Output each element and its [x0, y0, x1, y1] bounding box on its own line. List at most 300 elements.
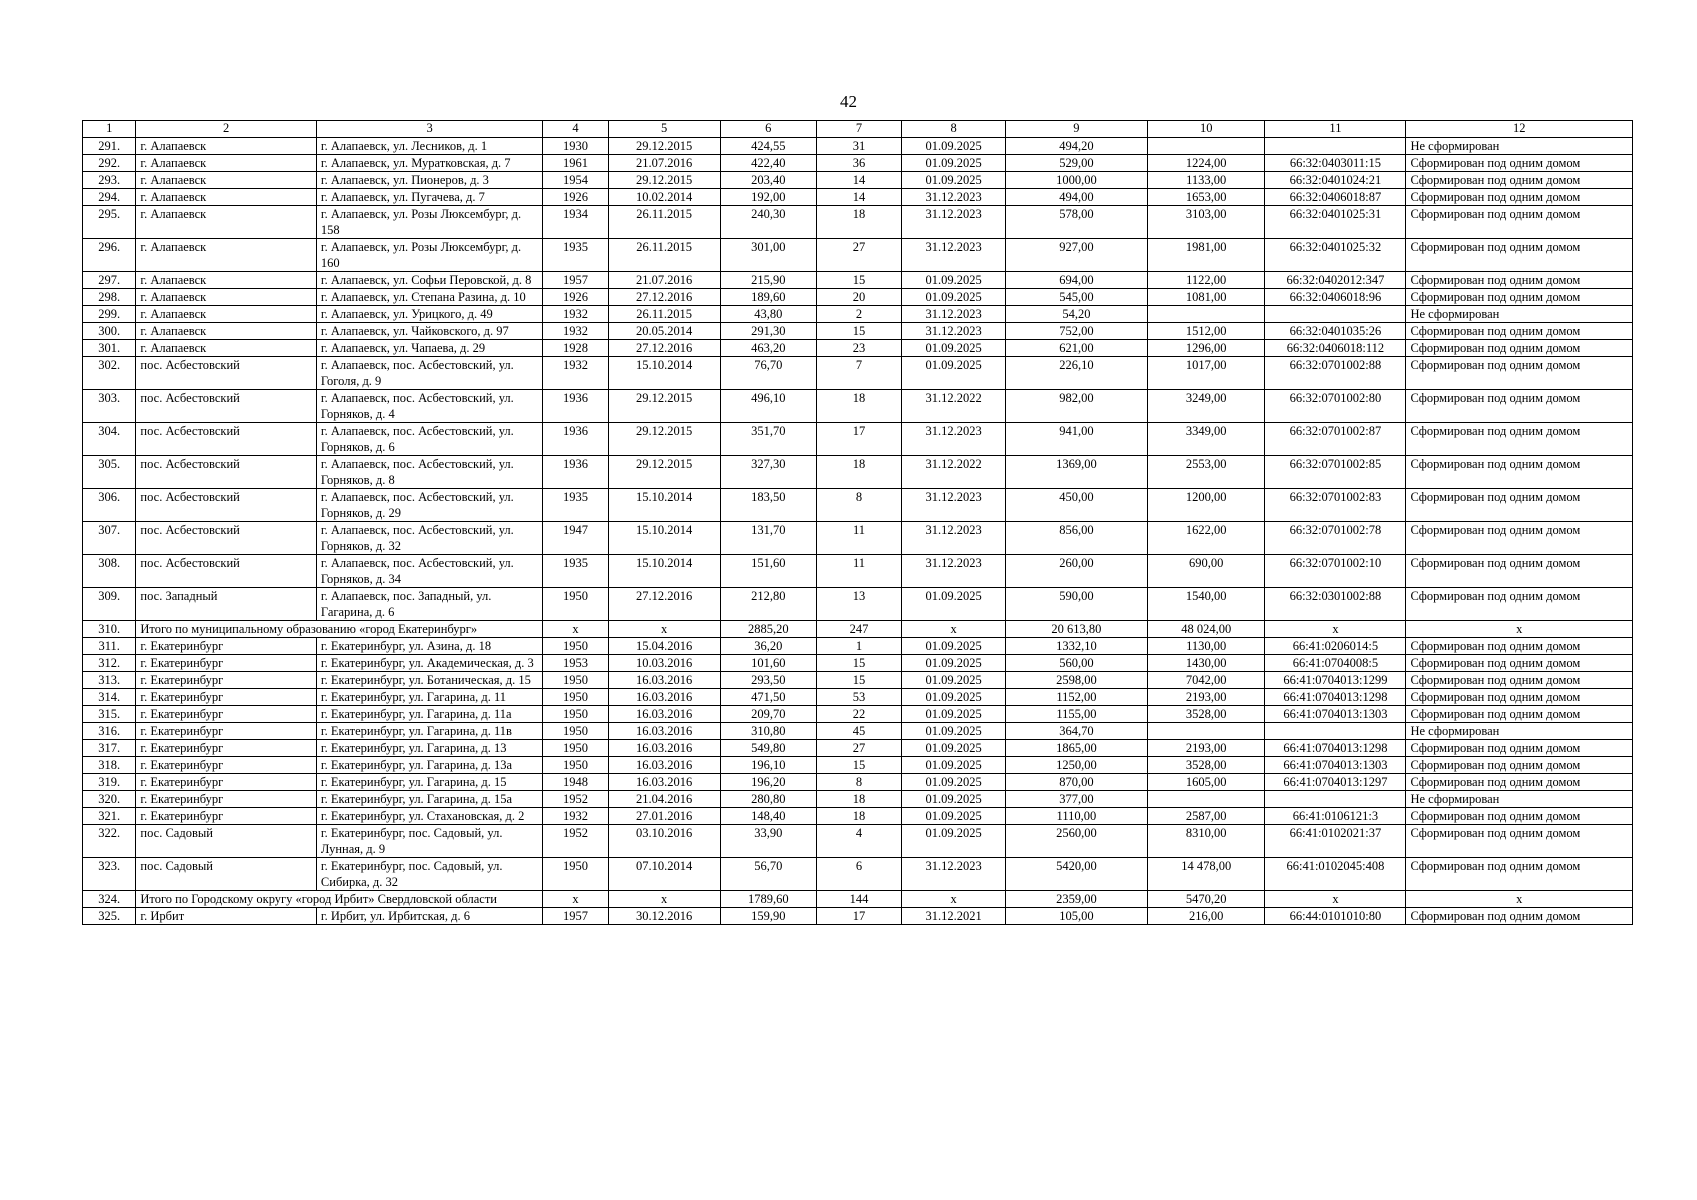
table-row — [83, 289, 1633, 306]
residents-cell: 18 — [816, 206, 901, 239]
address-cell: г. Алапаевск, ул. Урицкого, д. 49 — [316, 306, 542, 323]
residents-cell: 15 — [816, 672, 901, 689]
date-cell: 10.03.2016 — [608, 655, 720, 672]
area-value-cell: 941,00 — [1005, 423, 1147, 456]
land-status-cell: Не сформирован — [1406, 723, 1633, 740]
address-cell: г. Ирбит, ул. Ирбитская, д. 6 — [316, 908, 542, 925]
table-row — [83, 239, 1633, 272]
residents-cell: 8 — [816, 489, 901, 522]
year-built-cell: 1950 — [543, 638, 608, 655]
column-header: 6 — [720, 121, 816, 138]
deadline-cell: 01.09.2025 — [902, 655, 1006, 672]
table-row — [83, 655, 1633, 672]
cadastral-number-cell: 66:32:0701002:78 — [1265, 522, 1406, 555]
date-cell: 26.11.2015 — [608, 206, 720, 239]
date-cell: 16.03.2016 — [608, 723, 720, 740]
area-value-cell: 226,10 — [1005, 357, 1147, 390]
settlement-cell: г. Алапаевск — [136, 189, 317, 206]
area-value-cell: 927,00 — [1005, 239, 1147, 272]
residents-cell: 18 — [816, 456, 901, 489]
address-cell: г. Екатеринбург, ул. Гагарина, д. 11 — [316, 689, 542, 706]
cadastral-number-cell: 66:32:0401025:32 — [1265, 239, 1406, 272]
table-row — [83, 489, 1633, 522]
date-cell: 03.10.2016 — [608, 825, 720, 858]
table-row — [83, 858, 1633, 891]
year-built-cell: 1948 — [543, 774, 608, 791]
land-area-cell: 1017,00 — [1147, 357, 1265, 390]
date-cell: 29.12.2015 — [608, 172, 720, 189]
area-cell: 203,40 — [720, 172, 816, 189]
residents-cell: 7 — [816, 357, 901, 390]
row-number-cell: 313. — [83, 672, 136, 689]
land-area-cell: 14 478,00 — [1147, 858, 1265, 891]
area-cell: 212,80 — [720, 588, 816, 621]
column-header: 9 — [1005, 121, 1147, 138]
cadastral-number-cell: 66:32:0406018:112 — [1265, 340, 1406, 357]
address-cell: г. Екатеринбург, пос. Садовый, ул. Сибирка, д. 32 — [316, 858, 542, 891]
residents-cell: 23 — [816, 340, 901, 357]
address-cell: г. Алапаевск, пос. Асбестовский, ул. Горняков, д. 8 — [316, 456, 542, 489]
settlement-cell: г. Екатеринбург — [136, 757, 317, 774]
table-row — [83, 638, 1633, 655]
deadline-cell: 31.12.2022 — [902, 456, 1006, 489]
area-cell: 240,30 — [720, 206, 816, 239]
land-area-cell: 2587,00 — [1147, 808, 1265, 825]
land-area-cell: 1224,00 — [1147, 155, 1265, 172]
date-cell: 16.03.2016 — [608, 740, 720, 757]
area-value-cell: 870,00 — [1005, 774, 1147, 791]
date-cell: 16.03.2016 — [608, 757, 720, 774]
land-status-cell: Сформирован под одним домом — [1406, 423, 1633, 456]
deadline-cell: x — [902, 891, 1006, 908]
deadline-cell: 31.12.2023 — [902, 858, 1006, 891]
row-number-cell: 308. — [83, 555, 136, 588]
land-area-cell: 1430,00 — [1147, 655, 1265, 672]
row-number-cell: 297. — [83, 272, 136, 289]
area-cell: 76,70 — [720, 357, 816, 390]
area-value-cell: 590,00 — [1005, 588, 1147, 621]
cadastral-number-cell: 66:41:0704013:1303 — [1265, 757, 1406, 774]
area-cell: 291,30 — [720, 323, 816, 340]
table-row — [83, 740, 1633, 757]
residents-cell: 15 — [816, 272, 901, 289]
settlement-cell: г. Ирбит — [136, 908, 317, 925]
area-cell: 148,40 — [720, 808, 816, 825]
residents-cell: 13 — [816, 588, 901, 621]
settlement-cell: пос. Асбестовский — [136, 357, 317, 390]
table-row — [83, 423, 1633, 456]
settlement-cell: г. Алапаевск — [136, 272, 317, 289]
deadline-cell: 01.09.2025 — [902, 774, 1006, 791]
land-area-cell: 5470,20 — [1147, 891, 1265, 908]
land-area-cell: 1605,00 — [1147, 774, 1265, 791]
address-cell: г. Алапаевск, ул. Софьи Перовской, д. 8 — [316, 272, 542, 289]
deadline-cell: 01.09.2025 — [902, 672, 1006, 689]
deadline-cell: 31.12.2023 — [902, 522, 1006, 555]
cadastral-number-cell: 66:32:0401035:26 — [1265, 323, 1406, 340]
table-row — [83, 357, 1633, 390]
land-area-cell: 3103,00 — [1147, 206, 1265, 239]
address-cell: г. Екатеринбург, ул. Гагарина, д. 11а — [316, 706, 542, 723]
cadastral-number-cell: 66:32:0701002:88 — [1265, 357, 1406, 390]
residents-cell: 36 — [816, 155, 901, 172]
residents-cell: 18 — [816, 791, 901, 808]
deadline-cell: 31.12.2023 — [902, 306, 1006, 323]
table-row — [83, 522, 1633, 555]
area-cell: 280,80 — [720, 791, 816, 808]
row-number-cell: 320. — [83, 791, 136, 808]
address-cell: г. Алапаевск, ул. Розы Люксембург, д. 158 — [316, 206, 542, 239]
cadastral-number-cell: 66:32:0406018:96 — [1265, 289, 1406, 306]
table-row — [83, 706, 1633, 723]
residents-cell: 15 — [816, 757, 901, 774]
area-value-cell: 494,00 — [1005, 189, 1147, 206]
year-built-cell: 1950 — [543, 723, 608, 740]
land-area-cell: 8310,00 — [1147, 825, 1265, 858]
cadastral-number-cell: 66:32:0701002:85 — [1265, 456, 1406, 489]
row-number-cell: 301. — [83, 340, 136, 357]
address-cell: г. Алапаевск, ул. Степана Разина, д. 10 — [316, 289, 542, 306]
settlement-cell: г. Екатеринбург — [136, 672, 317, 689]
date-cell: 15.10.2014 — [608, 555, 720, 588]
date-cell: 27.12.2016 — [608, 289, 720, 306]
area-cell: 496,10 — [720, 390, 816, 423]
table-row — [83, 672, 1633, 689]
settlement-cell: пос. Асбестовский — [136, 522, 317, 555]
area-cell: 549,80 — [720, 740, 816, 757]
settlement-cell: пос. Асбестовский — [136, 423, 317, 456]
table-row — [83, 791, 1633, 808]
address-cell: г. Екатеринбург, ул. Гагарина, д. 13 — [316, 740, 542, 757]
year-built-cell: 1932 — [543, 357, 608, 390]
land-status-cell: Сформирован под одним домом — [1406, 155, 1633, 172]
row-number-cell: 302. — [83, 357, 136, 390]
date-cell: 15.10.2014 — [608, 489, 720, 522]
deadline-cell: 31.12.2023 — [902, 239, 1006, 272]
address-cell: г. Алапаевск, ул. Чапаева, д. 29 — [316, 340, 542, 357]
land-status-cell: Сформирован под одним домом — [1406, 239, 1633, 272]
area-value-cell: 1332,10 — [1005, 638, 1147, 655]
area-cell: 56,70 — [720, 858, 816, 891]
year-built-cell: 1928 — [543, 340, 608, 357]
residents-cell: 18 — [816, 390, 901, 423]
cadastral-number-cell: 66:32:0402012:347 — [1265, 272, 1406, 289]
cadastral-number-cell: 66:32:0301002:88 — [1265, 588, 1406, 621]
cadastral-number-cell: 66:41:0102021:37 — [1265, 825, 1406, 858]
area-cell: 189,60 — [720, 289, 816, 306]
row-number-cell: 318. — [83, 757, 136, 774]
table-row — [83, 323, 1633, 340]
cadastral-number-cell: 66:32:0701002:87 — [1265, 423, 1406, 456]
address-cell: г. Алапаевск, пос. Асбестовский, ул. Гоголя, д. 9 — [316, 357, 542, 390]
row-number-cell: 307. — [83, 522, 136, 555]
deadline-cell: 01.09.2025 — [902, 155, 1006, 172]
area-cell: 151,60 — [720, 555, 816, 588]
row-number-cell: 310. — [83, 621, 136, 638]
cadastral-number-cell: 66:41:0106121:3 — [1265, 808, 1406, 825]
total-row — [83, 891, 1633, 908]
date-cell: 16.03.2016 — [608, 689, 720, 706]
land-area-cell: 1130,00 — [1147, 638, 1265, 655]
table-row — [83, 172, 1633, 189]
area-value-cell: 545,00 — [1005, 289, 1147, 306]
column-header: 7 — [816, 121, 901, 138]
cadastral-number-cell: 66:32:0401025:31 — [1265, 206, 1406, 239]
area-value-cell: 1250,00 — [1005, 757, 1147, 774]
table-row — [83, 825, 1633, 858]
area-value-cell: 529,00 — [1005, 155, 1147, 172]
year-built-cell: x — [543, 621, 608, 638]
row-number-cell: 294. — [83, 189, 136, 206]
land-status-cell: Не сформирован — [1406, 138, 1633, 155]
land-area-cell: 2193,00 — [1147, 740, 1265, 757]
address-cell: г. Алапаевск, пос. Асбестовский, ул. Горняков, д. 32 — [316, 522, 542, 555]
row-number-cell: 315. — [83, 706, 136, 723]
table-row — [83, 723, 1633, 740]
row-number-cell: 299. — [83, 306, 136, 323]
column-header: 4 — [543, 121, 608, 138]
deadline-cell: 01.09.2025 — [902, 138, 1006, 155]
residents-cell: 53 — [816, 689, 901, 706]
settlement-cell: г. Екатеринбург — [136, 655, 317, 672]
year-built-cell: 1954 — [543, 172, 608, 189]
cadastral-number-cell — [1265, 723, 1406, 740]
deadline-cell: 01.09.2025 — [902, 588, 1006, 621]
cadastral-number-cell: 66:41:0206014:5 — [1265, 638, 1406, 655]
address-cell: г. Алапаевск, ул. Пугачева, д. 7 — [316, 189, 542, 206]
land-area-cell — [1147, 138, 1265, 155]
area-cell: 33,90 — [720, 825, 816, 858]
year-built-cell: 1950 — [543, 740, 608, 757]
deadline-cell: 31.12.2023 — [902, 555, 1006, 588]
row-number-cell: 300. — [83, 323, 136, 340]
deadline-cell: 01.09.2025 — [902, 172, 1006, 189]
area-value-cell: 1000,00 — [1005, 172, 1147, 189]
date-cell: 29.12.2015 — [608, 138, 720, 155]
settlement-cell: пос. Садовый — [136, 825, 317, 858]
land-area-cell: 1622,00 — [1147, 522, 1265, 555]
address-cell: г. Алапаевск, ул. Пионеров, д. 3 — [316, 172, 542, 189]
year-built-cell: 1936 — [543, 390, 608, 423]
date-cell: 27.01.2016 — [608, 808, 720, 825]
settlement-cell: г. Екатеринбург — [136, 638, 317, 655]
row-number-cell: 309. — [83, 588, 136, 621]
column-header: 12 — [1406, 121, 1633, 138]
deadline-cell: 01.09.2025 — [902, 825, 1006, 858]
total-row — [83, 621, 1633, 638]
residents-cell: 45 — [816, 723, 901, 740]
column-header: 5 — [608, 121, 720, 138]
land-status-cell: Сформирован под одним домом — [1406, 672, 1633, 689]
residents-cell: 2 — [816, 306, 901, 323]
date-cell: 21.07.2016 — [608, 155, 720, 172]
row-number-cell: 316. — [83, 723, 136, 740]
land-status-cell: Сформирован под одним домом — [1406, 757, 1633, 774]
area-value-cell: 621,00 — [1005, 340, 1147, 357]
land-status-cell: Сформирован под одним домом — [1406, 390, 1633, 423]
land-area-cell: 690,00 — [1147, 555, 1265, 588]
land-status-cell: Сформирован под одним домом — [1406, 588, 1633, 621]
land-status-cell: Сформирован под одним домом — [1406, 655, 1633, 672]
date-cell: 29.12.2015 — [608, 390, 720, 423]
area-cell: 1789,60 — [720, 891, 816, 908]
date-cell: 27.12.2016 — [608, 340, 720, 357]
cadastral-number-cell: 66:32:0401024:21 — [1265, 172, 1406, 189]
area-cell: 36,20 — [720, 638, 816, 655]
area-cell: 101,60 — [720, 655, 816, 672]
deadline-cell: 01.09.2025 — [902, 272, 1006, 289]
table-row — [83, 689, 1633, 706]
area-cell: 301,00 — [720, 239, 816, 272]
area-cell: 471,50 — [720, 689, 816, 706]
area-value-cell: 1152,00 — [1005, 689, 1147, 706]
residents-cell: 15 — [816, 655, 901, 672]
row-number-cell: 296. — [83, 239, 136, 272]
row-number-cell: 317. — [83, 740, 136, 757]
area-cell: 196,10 — [720, 757, 816, 774]
land-status-cell: Сформирован под одним домом — [1406, 456, 1633, 489]
date-cell: 16.03.2016 — [608, 706, 720, 723]
column-header: 3 — [316, 121, 542, 138]
residents-cell: 17 — [816, 908, 901, 925]
row-number-cell: 325. — [83, 908, 136, 925]
settlement-cell: г. Алапаевск — [136, 206, 317, 239]
settlement-cell: г. Алапаевск — [136, 289, 317, 306]
deadline-cell: 01.09.2025 — [902, 638, 1006, 655]
address-cell: г. Екатеринбург, ул. Гагарина, д. 13а — [316, 757, 542, 774]
row-number-cell: 311. — [83, 638, 136, 655]
column-header: 1 — [83, 121, 136, 138]
year-built-cell: 1932 — [543, 323, 608, 340]
area-value-cell: 377,00 — [1005, 791, 1147, 808]
settlement-cell: г. Екатеринбург — [136, 706, 317, 723]
residents-cell: 14 — [816, 172, 901, 189]
land-area-cell: 1653,00 — [1147, 189, 1265, 206]
date-cell: 21.04.2016 — [608, 791, 720, 808]
row-number-cell: 322. — [83, 825, 136, 858]
land-area-cell — [1147, 791, 1265, 808]
date-cell: 20.05.2014 — [608, 323, 720, 340]
area-value-cell: 450,00 — [1005, 489, 1147, 522]
cadastral-number-cell: 66:44:0101010:80 — [1265, 908, 1406, 925]
cadastral-number-cell: 66:41:0102045:408 — [1265, 858, 1406, 891]
deadline-cell: x — [902, 621, 1006, 638]
date-cell: 29.12.2015 — [608, 423, 720, 456]
settlement-cell: пос. Садовый — [136, 858, 317, 891]
land-status-cell: Сформирован под одним домом — [1406, 357, 1633, 390]
residents-cell: 144 — [816, 891, 901, 908]
area-value-cell: 1110,00 — [1005, 808, 1147, 825]
residents-cell: 11 — [816, 522, 901, 555]
area-cell: 215,90 — [720, 272, 816, 289]
settlement-cell: пос. Асбестовский — [136, 489, 317, 522]
address-cell: г. Алапаевск, пос. Асбестовский, ул. Горняков, д. 34 — [316, 555, 542, 588]
address-cell: г. Екатеринбург, ул. Стахановская, д. 2 — [316, 808, 542, 825]
land-status-cell: Сформирован под одним домом — [1406, 172, 1633, 189]
settlement-cell: г. Алапаевск — [136, 138, 317, 155]
settlement-cell: г. Екатеринбург — [136, 774, 317, 791]
row-number-cell: 324. — [83, 891, 136, 908]
cadastral-number-cell: 66:41:0704013:1303 — [1265, 706, 1406, 723]
residents-cell: 14 — [816, 189, 901, 206]
cadastral-number-cell: 66:32:0403011:15 — [1265, 155, 1406, 172]
year-built-cell: 1950 — [543, 706, 608, 723]
table-row — [83, 340, 1633, 357]
land-status-cell: Сформирован под одним домом — [1406, 189, 1633, 206]
settlement-cell: г. Екатеринбург — [136, 791, 317, 808]
residents-cell: 6 — [816, 858, 901, 891]
area-value-cell: 364,70 — [1005, 723, 1147, 740]
deadline-cell: 01.09.2025 — [902, 791, 1006, 808]
address-cell: г. Алапаевск, ул. Лесников, д. 1 — [316, 138, 542, 155]
residents-cell: 27 — [816, 239, 901, 272]
land-status-cell: Сформирован под одним домом — [1406, 638, 1633, 655]
table-row — [83, 774, 1633, 791]
land-area-cell: 216,00 — [1147, 908, 1265, 925]
area-value-cell: 2359,00 — [1005, 891, 1147, 908]
land-status-cell: Сформирован под одним домом — [1406, 272, 1633, 289]
cadastral-number-cell: 66:41:0704013:1299 — [1265, 672, 1406, 689]
date-cell: 27.12.2016 — [608, 588, 720, 621]
date-cell: 29.12.2015 — [608, 456, 720, 489]
settlement-cell: г. Алапаевск — [136, 306, 317, 323]
land-status-cell: Сформирован под одним домом — [1406, 740, 1633, 757]
residents-cell: 17 — [816, 423, 901, 456]
date-cell: 15.04.2016 — [608, 638, 720, 655]
area-value-cell: 694,00 — [1005, 272, 1147, 289]
residents-cell: 27 — [816, 740, 901, 757]
land-area-cell: 2193,00 — [1147, 689, 1265, 706]
area-cell: 192,00 — [720, 189, 816, 206]
land-area-cell: 1512,00 — [1147, 323, 1265, 340]
residents-cell: 20 — [816, 289, 901, 306]
residents-cell: 8 — [816, 774, 901, 791]
land-area-cell: 1540,00 — [1147, 588, 1265, 621]
cadastral-number-cell: 66:41:0704013:1298 — [1265, 689, 1406, 706]
year-built-cell: 1950 — [543, 672, 608, 689]
date-cell: 30.12.2016 — [608, 908, 720, 925]
residents-cell: 4 — [816, 825, 901, 858]
deadline-cell: 31.12.2022 — [902, 390, 1006, 423]
settlement-cell: пос. Западный — [136, 588, 317, 621]
address-cell: г. Екатеринбург, пос. Садовый, ул. Лунная, д. 9 — [316, 825, 542, 858]
row-number-cell: 305. — [83, 456, 136, 489]
deadline-cell: 31.12.2021 — [902, 908, 1006, 925]
table-row — [83, 189, 1633, 206]
area-value-cell: 752,00 — [1005, 323, 1147, 340]
residents-cell: 247 — [816, 621, 901, 638]
deadline-cell: 01.09.2025 — [902, 723, 1006, 740]
year-built-cell: x — [543, 891, 608, 908]
land-status-cell: Сформирован под одним домом — [1406, 206, 1633, 239]
area-value-cell: 1865,00 — [1005, 740, 1147, 757]
land-area-cell: 7042,00 — [1147, 672, 1265, 689]
year-built-cell: 1961 — [543, 155, 608, 172]
table-row — [83, 456, 1633, 489]
year-built-cell: 1934 — [543, 206, 608, 239]
land-status-cell: Сформирован под одним домом — [1406, 522, 1633, 555]
year-built-cell: 1950 — [543, 588, 608, 621]
table-row — [83, 588, 1633, 621]
year-built-cell: 1950 — [543, 757, 608, 774]
deadline-cell: 01.09.2025 — [902, 340, 1006, 357]
settlement-cell: г. Екатеринбург — [136, 740, 317, 757]
area-cell: 293,50 — [720, 672, 816, 689]
date-cell: x — [608, 891, 720, 908]
year-built-cell: 1952 — [543, 825, 608, 858]
deadline-cell: 01.09.2025 — [902, 706, 1006, 723]
total-label-cell: Итого по Городскому округу «город Ирбит» Свердловской области — [136, 891, 543, 908]
